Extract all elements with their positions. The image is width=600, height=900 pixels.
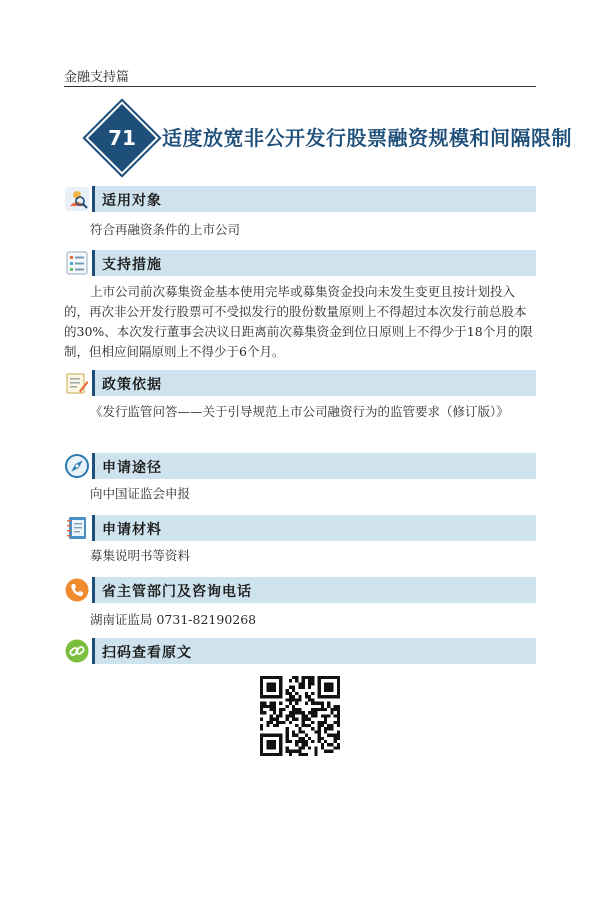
section-bar-basis: [64, 370, 536, 396]
section-body: 湖南证监局 0731-82190268: [90, 612, 257, 627]
section-body: 募集说明书等资料: [90, 548, 191, 563]
list-icon: [64, 250, 90, 276]
section-label: 适用对象: [102, 193, 162, 209]
article-number: 71: [108, 126, 136, 150]
section-body: 《发行监管问答——关于引导规范上市公司融资行为的监管要求（修订版）》: [90, 404, 509, 419]
section-bar-materials: [64, 515, 536, 541]
phone-icon: [64, 577, 90, 603]
notebook-icon: [64, 515, 90, 541]
section-bar-qrcode: [64, 638, 536, 664]
section-bar-target: [64, 186, 536, 212]
section-bar-channel: [64, 453, 536, 479]
compass-icon: [64, 453, 90, 479]
section-label: 省主管部门及咨询电话: [102, 584, 252, 600]
section-label: 申请途径: [102, 460, 162, 476]
section-bar-measures: [64, 250, 536, 276]
qr-code[interactable]: [260, 676, 340, 756]
link-icon: [64, 638, 90, 664]
section-label: 支持措施: [102, 257, 162, 273]
running-header: 金融支持篇: [64, 70, 130, 85]
title-text: 适度放宽非公开发行股票融资规模和间隔限制: [162, 126, 572, 150]
section-body: 上市公司前次募集资金基本使用完毕或募集资金投向未发生变更且按计划投入的，再次非公开发行股票可不受拟发行的股份数量原则上不得超过本次发行前总股本的30%、本次发行董事会决议日距离前次募集资金到位日原则上不得少于18个月的限制，但相应间隔原则上不得少于6个月。: [64, 284, 533, 359]
article-title: [92, 108, 572, 170]
section-body: 向中国证监会申报: [90, 486, 191, 501]
section-body: 符合再融资条件的上市公司: [90, 222, 241, 237]
section-label: 政策依据: [102, 377, 162, 393]
section-label: 申请材料: [102, 522, 162, 538]
document-edit-icon: [64, 370, 90, 396]
section-label: 扫码查看原文: [102, 645, 192, 661]
header-rule: [64, 86, 536, 87]
person-magnifier-icon: [64, 186, 90, 212]
section-bar-contact: [64, 577, 536, 603]
